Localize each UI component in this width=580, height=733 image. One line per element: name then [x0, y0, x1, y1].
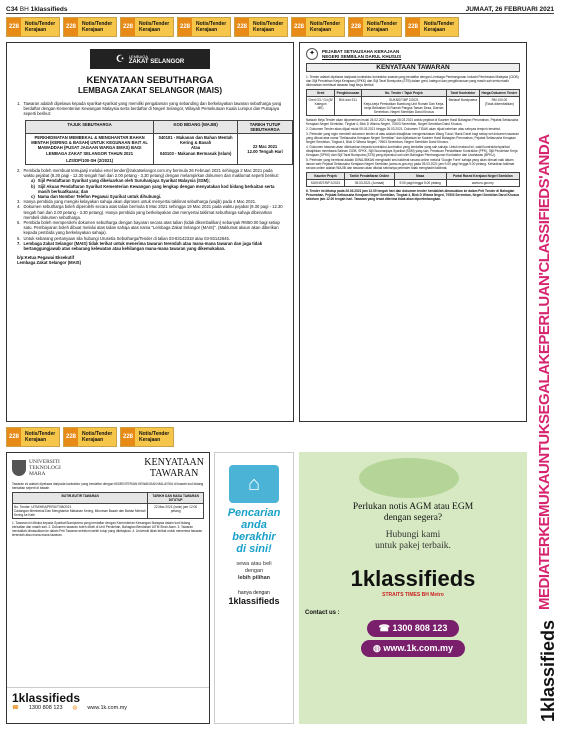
ns-note: 2. Dokumen Tender akan dijual mulai 05.03.2021 hingga 26.03.2021. Dokumen TIDAK akan dijual sebelum atau selepas tempoh tersebut. [306, 127, 501, 131]
mais-th-title: TAJUK SEBUTHARGA [26, 120, 154, 133]
mais-para5: 5. Pembida boleh memperolehi dokumen sebutharga dengan bayaran secara atas talian (tidak dikembalikan) sebanyak RM50.00 bagi setiap satu. Pembayaran boleh dibuat melalui atas talian sahaja atas nama "Lembaga Zakat Selangor (MAIS)". (Maklumat akaun akan diberikan kepada pembida yang berkelayakan sahaja). [17, 220, 280, 236]
page-number: C34 [6, 6, 18, 13]
mais-th-close: TARIKH TUTUP SEBUTHARGA [238, 120, 293, 133]
tag-band-bottom [6, 427, 174, 447]
uitm-tender-ad [6, 452, 210, 724]
uitm-table: BUTIR-BUTIR TAWARAN TARIKH DAN MASA TAWARAN DITUTUP No. Tender: UiTM/HEA/PERU/T/08/2021 Cadangan Membekal Dan Menghantar Makanan Kering, Minuman Basah dan Bahan Mentah Kering ke Kafe 22 Mac 2021 (Isnin) jam 12:00 petang [12, 492, 204, 519]
uitm-footer [7, 687, 209, 723]
agm-contact-label: Contact us : [305, 610, 340, 616]
mais-para2c: c) Nama dan Nombor Telefon Pegawai Syarikat untuk dihubungi. [31, 194, 162, 200]
category-tag: 228 Notis/Tender Kerajaan [120, 17, 174, 37]
mais-para4: 4. Dokumen sebutharga boleh diperolehi secara atas talian bermula 5 Mac 2021 sehingga 19 Mac 2021 pada waktu pejabat (9.30 pagi - 12.30 tengah hari dan 2.00 petang - 3.30 petang). Hanya pembida yang berkelayakan dan menyertai taklimat sebutharga sahaja dibenarkan membeli dokumen sebutharga. [17, 204, 283, 220]
category-tag: 228 Notis/Tender Kerajaan [120, 427, 174, 447]
mais-para3: 3. Hanya pembida yang mengisi kelayakan sahaja akan diproses untuk menyertai taklimat sebutharga (wajib) pada 4 Mac 2021. [17, 199, 257, 205]
uitm-footer-brand: 1klassifieds [12, 691, 81, 705]
mais-signature: b/p:Ketua Pegawai Eksekutif Lembaga Zakat Selangor (MAIS) [17, 255, 81, 266]
uitm-web: www.1k.com.my [87, 705, 128, 711]
mais-table [25, 120, 293, 165]
ns-note: 4. Dokumen tawaran akan dikeluarkan kepada kontraktor-kontraktor yang berdaftar yang sah sahaja. Untuk maksud ini, wakil kontraktor/syarikat diwajibkan membawa Salinan CIDB, SPKK, Sijil Suruhanjaya Syarikat (SSM) yang sah, Perakuan Pendaftaran Kontraktor (PPK), Sijil Perolehan Kerja Kerajaan (SPKK) dan Sijil Taraf Bumiputra (STB) yang diperakui sah oleh Bahagian Pembangunan Kontraktor dan Usahawan (BPKU). [306, 145, 518, 157]
agm-web-button[interactable]: ◍ www.1k.com.my [361, 640, 465, 657]
ns-intro: 1. Tender adalah dipelawa daripada kontraktor-kontraktor swasta yang berdaftar dengan Lembaga Pembangunan Industri Pembinaan Malaysia (CIDB) dan Sijil Perolehan Kerja Kerajaan (SPKK) dan Sijil Taraf Bumiputra (STB) dalam gred, kategori dan pengkhususan yang masih sah serta masih dibenarkan membuat tawaran bagi kerja berikut: [306, 75, 519, 87]
section-bh: BH [19, 6, 29, 13]
ns-table-briefing: Kaunter Projek Tarikh Pendaftaran Online Masa Portal Rasmi Kerajaan Negeri Sembilan SUKNS/T/BP 2/2021 05.03.2021 (Jumaat) 9.00 pagi hingga 5.00 petang www.ns.gov.my [306, 172, 520, 187]
mais-row-code: 040101 - Makanan dan Bahan Mentah Kering & Basah Atau 040103 - Makanan Bermasak (Islam) [154, 134, 238, 165]
header-left [6, 6, 67, 13]
category-tag: 228 Notis/Tender Kerajaan [177, 17, 231, 37]
sidebar-banner [532, 42, 568, 724]
ns-crest-icon: ✦ [306, 48, 318, 60]
mais-row-close: 22 Mac 2021 12.00 Tengah Hari [238, 134, 293, 165]
ns-note: 3. Petender yang ingin membeli dokumen tender di atas adalah diwajibkan mengemukakan Wang Tunai / Bank Deraf bagi setiap set dokumen tawaran yang dibuat atas nama "Setiausaha Kerajaan Negeri Sembilan" dan dijelaskan ke Kaunter Hasil Bahagian Perumahan, Pejabat Setiausaha Kerajaan Negeri Sembilan, Tingkat 4, Blok D Wisma Negeri, 70503 Seremban, Negeri Sembilan Darul Khusus. [306, 132, 519, 144]
header-date: JUMAAT, 26 FEBRUARI 2021 [465, 6, 554, 13]
sidebar-slogan: MEDIATERKEMUKAUNTUKSEGALAKEPERLUAN'CLASSIFIEDS'ANDA [536, 134, 553, 610]
category-tag: 228 Notis/Tender Kerajaan [234, 17, 288, 37]
mais-para2a: a) Sijil Pendaftaran Syarikat yang dikeluarkan oleh Suruhanjaya Syarikat Malaysia (SSM); [31, 178, 210, 184]
mais-tender-ad [6, 42, 294, 422]
page-header [6, 4, 554, 14]
agm-brand: 1klassifieds [350, 566, 476, 591]
uitm-phone: 1300 808 123 [28, 705, 63, 711]
sidebar-brand: 1klassifieds [538, 619, 558, 722]
agm-phone-button[interactable]: ☎ 1300 808 123 [367, 620, 460, 637]
mais-logo: ☪ LEMBAGA ZAKAT SELANGOR [90, 49, 210, 69]
mais-title: KENYATAAN SEBUTHARGA [86, 75, 214, 86]
category-tag: 228 Notis/Tender Kerajaan [63, 17, 117, 37]
agm-publications: STRAITS TIMES BH Metro [382, 592, 444, 598]
phone-icon: ☎ [12, 705, 19, 711]
ns-title: KENYATAAN TAWARAN [306, 63, 520, 72]
mais-para6: 6. Untuk sebarang pertanyaan sila hubungi Urusetia Sebutharga/Tender di talian 03-83142318 atau 03-83142645. [17, 235, 231, 241]
tag-band-top [6, 17, 459, 37]
mais-row-title-cell: PERKHIDMATAN MEMBEKAL & MENGHANTAR BAHAN MENTAH (KERING & BASAH) UNTUK KEGUNAAN BAIT AL MAWADDAH (PUSAT JAGAAN WARGA EMAS) BAGI LEMBAGA ZAKAT SELANGOR TAHUN 2021 LZS/DP/100-SH (2/2021) [26, 134, 154, 165]
mais-para1: 1. Tawaran adalah dipelawa kepada syarikat-syarikat yang memiliki pengalaman yang sebanding dan berkelayakan tawaran sebutharga yang berdaftar dengan Kementerian Kewangan Malaysia serta berdaftar di Negeri Selangor, Wilayah Persekutuan Kuala Lumpur dan Putrajaya seperti berikut: [17, 101, 282, 117]
section-name: 1klassifieds [30, 6, 68, 13]
uitm-crest-icon [12, 460, 26, 476]
category-tag: 228 Notis/Tender Kerajaan [405, 17, 459, 37]
category-tag: 228 Notis/Tender Kerajaan [6, 427, 60, 447]
ns-note: Naskah Meja Tender akan dipamerkan mulai 26.02.2021 hingga 08.03.2021 waktu pejabat di Kaunter Hasil Bahagian Perumahan, Pejabat Setiausaha Kerajaan Negeri Sembilan, Tingkat 4, Blok D Wisma Negeri, 70503 Seremban, Negeri Sembilan Darul Khusus. [306, 118, 519, 126]
category-tag: 228 Notis/Tender Kerajaan [348, 17, 402, 37]
globe-icon: ◍ [72, 705, 78, 711]
ns-note: 5. Petender yang berminat adalah DIWAJIBKAN menghadiri sesi taklimat secara online melalui 'Google Form' sahaja yang akan dimuat naik dalam laman web Pejabat Setiausaha Kerajaan Negeri Sembilan (www.ns.gov.my) pada 05.03.2021 jam 9.00 pagi hingga 5.00 petang. Kehadiran taklimat secara online adalah WAJIB dan tawaran akan ditolak sekiranya petender tidak menghadiri taklimat. [306, 158, 515, 170]
ns-note: 6. Tender ini ditutup pada 26.03.2021 jam 12.00 tengah hari dan dokumen tender hendaklah dimasukkan ke dalam Peti Tender di Bahagian Perumahan, Pejabat Setiausaha Kerajaan Negeri Sembilan, Tingkat 4, Blok D Wisma Negeri, 70503 Seremban, Negeri Sembilan Darul Khusus sebelum jam 12.00 tengah hari. Tawaran yang lewat diterima tidak akan dipertimbangkan. [306, 189, 520, 201]
category-tag: 228 Notis/Tender Kerajaan [63, 427, 117, 447]
mais-th-code: KOD BIDANG (WAJIB) [154, 120, 238, 133]
mais-subtitle: LEMBAGA ZAKAT SELANGOR (MAIS) [78, 86, 222, 95]
ns-office-header: ✦ PEJABAT SETIAUSAHA KERAJAAN NEGERI SEMBILAN DARUL KHUSUS [306, 48, 520, 60]
agm-notice-ad: Perlukan notis AGM atau EGM dengan segera? Hubungi kami untuk pakej terbaik. 1klassifieds STRAITS TIMES BH Metro Contact us : ☎ 1300 808 123 ◍ www.1k.com.my [299, 452, 527, 724]
uitm-body: 1. Tawaran ini dibuka kepada Syarikat Bumiputera yang berdaftar dengan Kementerian Kewangan Malaysia dalam kod bidang berkaitan dan masih sah. 2. Dokumen tawaran boleh dibeli di Unit Perolehan, Bahagian Bendahari UiTM Shah Alam. 3. Tawaran hendaklah dimasukkan ke dalam Peti Tawaran sebelum tarikh tutup yang ditetapkan. 4. Universiti tidak terikat untuk menerima tawaran terendah atau mana-mana tawaran. [12, 521, 203, 537]
ns-table: Gred Pengkhususan No. Tender / Tajuk Projek Taraf Kontraktor Harga Dokumen Tender Gred G3 / G4 (B/ Kategori ME) B04 dan E11 SUKNS/T/BP 2/2021 Kerja-kerja Pembaikan Bumbung Unit Rumah Dan Kerja-kerja Berkaitan Di Rumah Pangsa Taman Desa, Daerah Seremban, Negeri Sembilan Darul Khusus Bertaraf Bumiputera RM 100.00 (Tidak dikembalikan) [306, 89, 520, 116]
money-icon [359, 458, 459, 498]
promo-ad: ⌂ Pencarian anda berakhir di sini! sewa atau beli dengan lebih pilihan hanya dengan 1klassifieds [214, 452, 294, 724]
mais-para2b: b) Sijil Akuan Pendaftaran Syarikat Kementerian Kewangan yang lengkap dengan menyatakan kod bidang berkaitan serta masih berkuatkuasa; dan [31, 183, 275, 194]
mais-para2: 2. Pembida boleh membuat temujanji melalui emel tender@zakatselangor.com.my bermula 26 Februari 2021 sehingga 2 Mac 2021 pada waktu pejabat (8.30 pagi - 12.30 tengah hari dan 2.00 petang - 3.30 petang) dengan melampirkan dokumen dan maklumat seperti berikut: [17, 168, 279, 179]
uitm-header: UNIVERSITI TEKNOLOGI MARA KENYATAAN TAWARAN [12, 457, 204, 479]
house-icon: ⌂ [229, 465, 279, 503]
mais-para7: 7. Lembaga Zakat Selangor (MAIS) tidak terikat untuk menerima tawaran terendah atau mana-mana tawaran dan juga tidak bertanggungjawab atas sebarang kelewatan atau kehilangan mana-mana tawaran yang dikemukakan. [17, 240, 263, 252]
category-tag: 228 Notis/Tender Kerajaan [6, 17, 60, 37]
uitm-intro: Tawaran ini adalah dipelawa daripada kontraktor yang berdaftar dengan KEMENTERIAN KEWANGAN MALAYSIA di bawah kod bidang berkaitan seperti di bawah [12, 482, 204, 490]
ns-tender-ad [299, 42, 527, 422]
category-tag: 228 Notis/Tender Kerajaan [291, 17, 345, 37]
